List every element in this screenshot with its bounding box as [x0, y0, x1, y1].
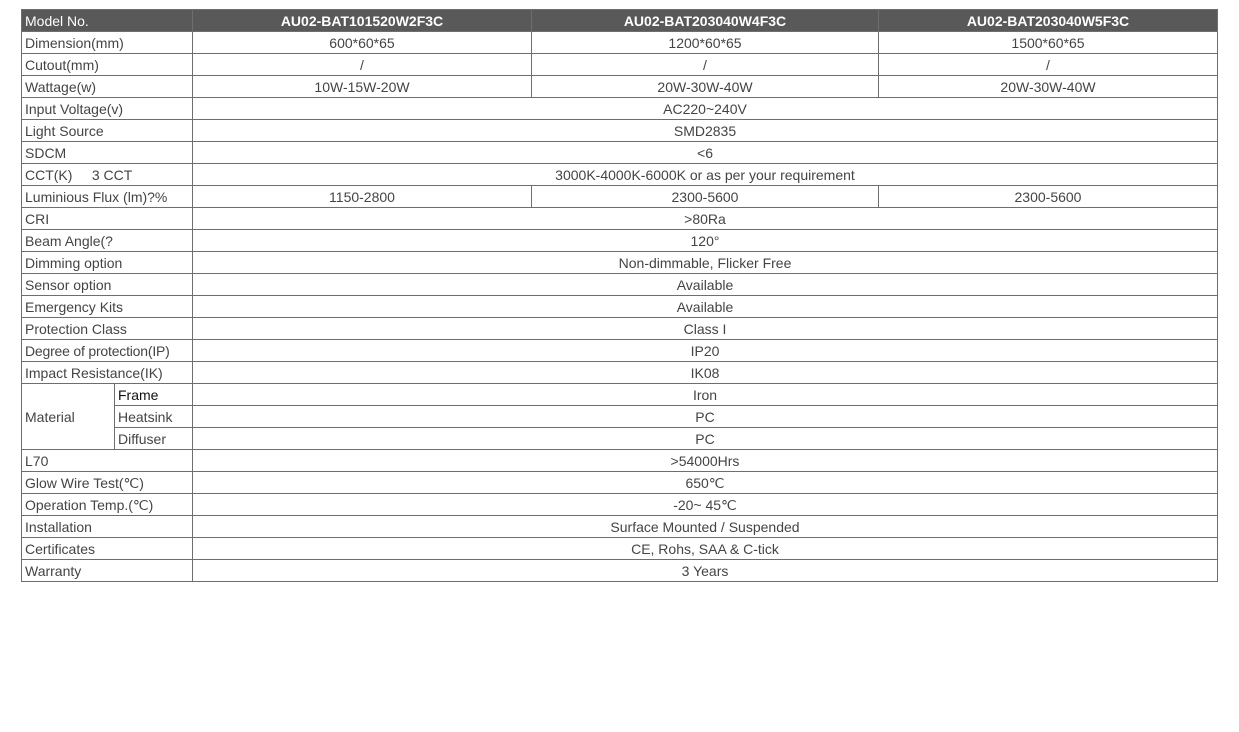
diffuser-value: PC	[193, 428, 1218, 450]
row-warranty	[22, 560, 1218, 582]
beam-angle-value: 120°	[193, 230, 1218, 252]
dimming-label: Dimming option	[22, 252, 193, 274]
glow-wire-value: 650℃	[193, 472, 1218, 494]
glow-wire-label: Glow Wire Test(℃)	[22, 472, 193, 494]
row-certificates	[22, 538, 1218, 560]
spec-table	[21, 9, 1218, 582]
l70-label: L70	[22, 450, 193, 472]
material-label: Material	[22, 384, 115, 450]
certificates-value: CE, Rohs, SAA & C-tick	[193, 538, 1218, 560]
diffuser-label: Diffuser	[115, 428, 193, 450]
ik-value: IK08	[193, 362, 1218, 384]
row-sdcm	[22, 142, 1218, 164]
input-voltage-label: Input Voltage(v)	[22, 98, 193, 120]
cutout-label: Cutout(mm)	[22, 54, 193, 76]
row-wattage	[22, 76, 1218, 98]
luminous-flux-label: Luminious Flux (lm)?%	[22, 186, 193, 208]
cct-value: 3000K-4000K-6000K or as per your requirement	[193, 164, 1218, 186]
sensor-label: Sensor option	[22, 274, 193, 296]
dimming-value: Non-dimmable, Flicker Free	[193, 252, 1218, 274]
row-glow-wire	[22, 472, 1218, 494]
row-sensor	[22, 274, 1218, 296]
row-input-voltage	[22, 98, 1218, 120]
cri-value: >80Ra	[193, 208, 1218, 230]
dimension-value-2: 1200*60*65	[532, 32, 879, 54]
warranty-value: 3 Years	[193, 560, 1218, 582]
wattage-label: Wattage(w)	[22, 76, 193, 98]
frame-value: Iron	[193, 384, 1218, 406]
row-cutout	[22, 54, 1218, 76]
installation-label: Installation	[22, 516, 193, 538]
model-1-header: AU02-BAT101520W2F3C	[193, 10, 532, 32]
installation-value: Surface Mounted / Suspended	[193, 516, 1218, 538]
cutout-value-3: /	[879, 54, 1218, 76]
emergency-value: Available	[193, 296, 1218, 318]
row-dimension	[22, 32, 1218, 54]
cutout-value-2: /	[532, 54, 879, 76]
emergency-label: Emergency Kits	[22, 296, 193, 318]
wattage-value-1: 10W-15W-20W	[193, 76, 532, 98]
row-operation-temp	[22, 494, 1218, 516]
cutout-value-1: /	[193, 54, 532, 76]
heatsink-label: Heatsink	[115, 406, 193, 428]
wattage-value-2: 20W-30W-40W	[532, 76, 879, 98]
row-cri	[22, 208, 1218, 230]
row-cct	[22, 164, 1218, 186]
ip-label: Degree of protection(IP)	[22, 340, 193, 362]
row-luminous-flux	[22, 186, 1218, 208]
luminous-flux-value-3: 2300-5600	[879, 186, 1218, 208]
row-ip	[22, 340, 1218, 362]
cri-label: CRI	[22, 208, 193, 230]
wattage-value-3: 20W-30W-40W	[879, 76, 1218, 98]
dimension-label: Dimension(mm)	[22, 32, 193, 54]
model-no-header: Model No.	[22, 10, 193, 32]
row-light-source	[22, 120, 1218, 142]
protection-class-value: Class I	[193, 318, 1218, 340]
warranty-label: Warranty	[22, 560, 193, 582]
dimension-value-3: 1500*60*65	[879, 32, 1218, 54]
light-source-value: SMD2835	[193, 120, 1218, 142]
model-2-header: AU02-BAT203040W4F3C	[532, 10, 879, 32]
light-source-label: Light Source	[22, 120, 193, 142]
operation-temp-label: Operation Temp.(℃)	[22, 494, 193, 516]
beam-angle-label: Beam Angle(?	[22, 230, 193, 252]
row-material-diffuser	[22, 428, 1218, 450]
luminous-flux-value-2: 2300-5600	[532, 186, 879, 208]
row-ik	[22, 362, 1218, 384]
row-installation	[22, 516, 1218, 538]
row-l70	[22, 450, 1218, 472]
certificates-label: Certificates	[22, 538, 193, 560]
row-material-heatsink	[22, 406, 1218, 428]
ip-value: IP20	[193, 340, 1218, 362]
row-beam-angle	[22, 230, 1218, 252]
row-emergency	[22, 296, 1218, 318]
model-3-header: AU02-BAT203040W5F3C	[879, 10, 1218, 32]
frame-label: Frame	[115, 384, 193, 406]
ik-label: Impact Resistance(IK)	[22, 362, 193, 384]
l70-value: >54000Hrs	[193, 450, 1218, 472]
header-row	[22, 10, 1218, 32]
sdcm-label: SDCM	[22, 142, 193, 164]
row-protection-class	[22, 318, 1218, 340]
sensor-value: Available	[193, 274, 1218, 296]
row-material-frame	[22, 384, 1218, 406]
operation-temp-value: -20~ 45℃	[193, 494, 1218, 516]
dimension-value-1: 600*60*65	[193, 32, 532, 54]
cct-label: CCT(K) 3 CCT	[22, 164, 193, 186]
heatsink-value: PC	[193, 406, 1218, 428]
input-voltage-value: AC220~240V	[193, 98, 1218, 120]
row-dimming	[22, 252, 1218, 274]
protection-class-label: Protection Class	[22, 318, 193, 340]
sdcm-value: <6	[193, 142, 1218, 164]
luminous-flux-value-1: 1150-2800	[193, 186, 532, 208]
